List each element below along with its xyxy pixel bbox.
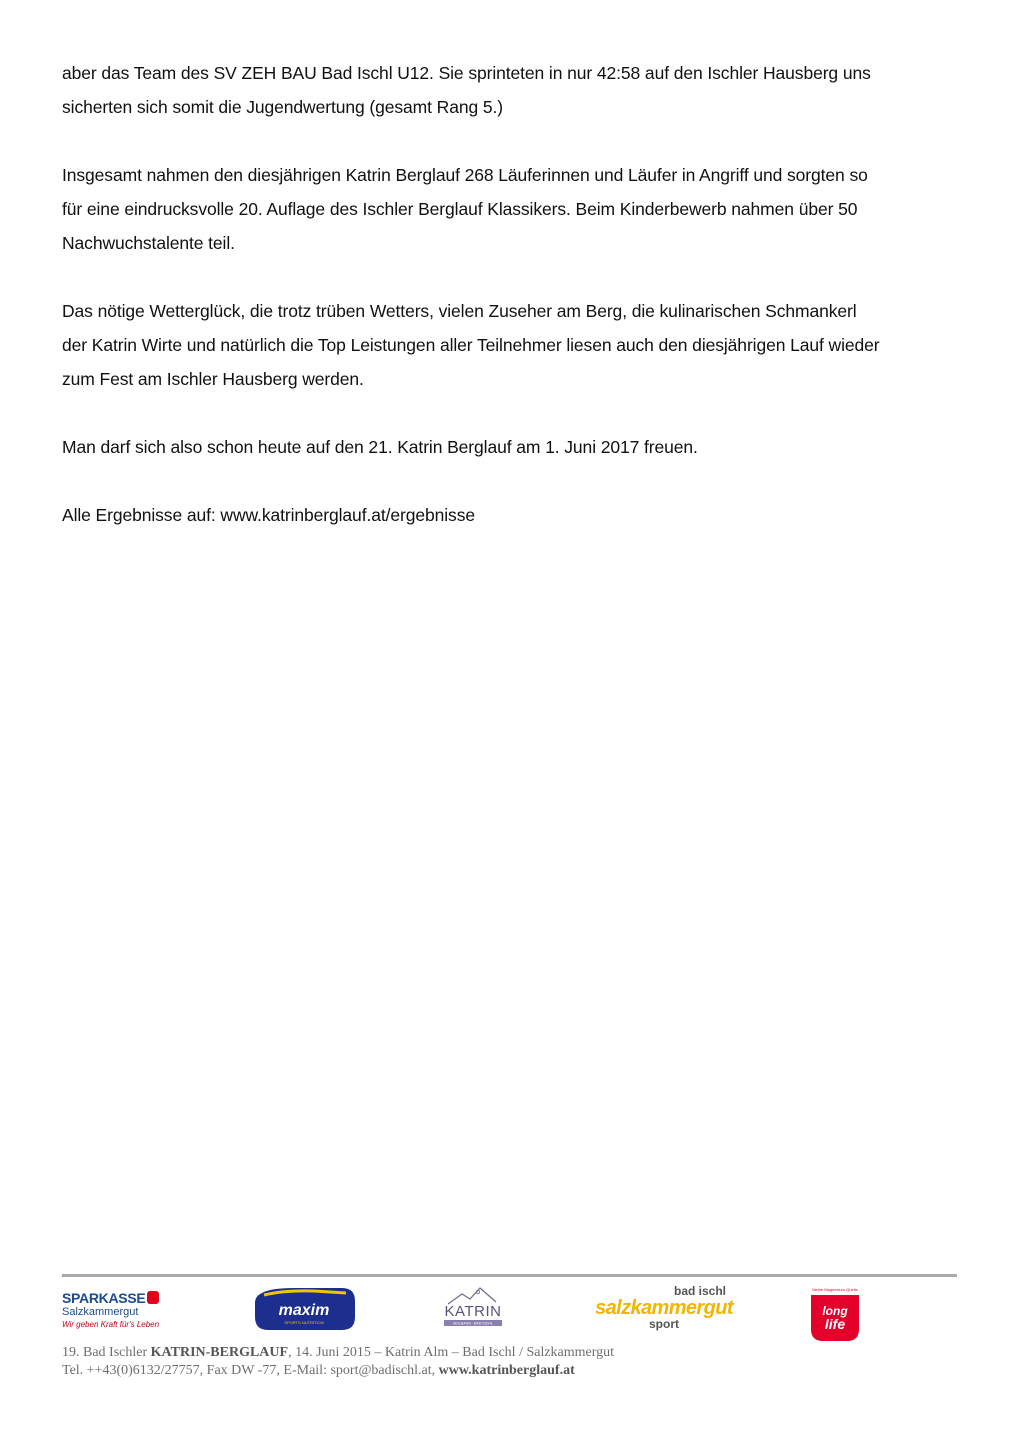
salzkammergut-mid: salzkammergut xyxy=(595,1297,733,1319)
sparkasse-tagline: Wir geben Kraft für's Leben xyxy=(62,1320,160,1329)
longlife-line2: life xyxy=(824,1316,846,1332)
sparkasse-s-icon xyxy=(147,1291,159,1304)
footer-event-name: KATRIN-BERGLAUF xyxy=(150,1345,289,1360)
salzkammergut-sport-logo xyxy=(590,1285,738,1333)
text-line: aber das Team des SV ZEH BAU Bad Ischl U12. Sie sprinteten in nur 42:58 auf den Ischler Hausberg uns xyxy=(62,63,871,83)
longlife-logo xyxy=(805,1285,865,1343)
sparkasse-brand xyxy=(62,1291,177,1306)
article-body xyxy=(62,56,962,566)
maxim-badge-icon xyxy=(254,1287,356,1331)
katrin-logo xyxy=(440,1284,506,1332)
footer-line-contact xyxy=(62,1362,962,1380)
maxim-sub: SPORTS NUTRITION xyxy=(284,1320,324,1325)
salzkammergut-bot: sport xyxy=(649,1317,679,1331)
paragraph-participants xyxy=(62,158,962,260)
text-line: sicherten sich somit die Jugendwertung (gesamt Rang 5.) xyxy=(62,97,503,117)
footer-event-suffix: , 14. Juni 2015 – Katrin Alm – Bad Ischl / Salzkammergut xyxy=(288,1345,615,1360)
paragraph-weather xyxy=(62,294,962,396)
katrin-name: KATRIN xyxy=(444,1303,502,1320)
text-line: zum Fest am Ischler Hausberg werden. xyxy=(62,369,364,389)
katrin-sub: SEILBAHN · BAD ISCHL xyxy=(453,1321,493,1326)
results-link-text: Alle Ergebnisse auf: www.katrinberglauf.at/ergebnisse xyxy=(62,505,475,525)
salzkammergut-top: bad ischl xyxy=(673,1284,726,1298)
footer-website-link[interactable]: www.katrinberglauf.at xyxy=(438,1363,575,1378)
longlife-line1: long xyxy=(822,1304,848,1318)
footer-line-event xyxy=(62,1344,962,1362)
text-line: der Katrin Wirte und natürlich die Top Leistungen aller Teilnehmer liesen auch den diesjährigen Lauf wieder xyxy=(62,335,880,355)
footer-contact-details: Tel. ++43(0)6132/27757, Fax DW -77, E-Mail: sport@badischl.at, xyxy=(62,1363,439,1378)
footer-divider xyxy=(62,1274,957,1277)
text-line: für eine eindrucksvolle 20. Auflage des Ischler Berglauf Klassikers. Beim Kinderbewerb nahmen über 50 xyxy=(62,199,858,219)
text-line: Nachwuchstalente teil. xyxy=(62,233,235,253)
paragraph-jugendwertung xyxy=(62,56,962,124)
paragraph-next-event xyxy=(62,430,962,464)
paragraph-results-link xyxy=(62,498,962,532)
sparkasse-logo xyxy=(62,1291,177,1337)
katrin-mountain-icon xyxy=(440,1284,506,1332)
maxim-logo xyxy=(254,1287,356,1331)
sparkasse-name: SPARKASSE xyxy=(62,1290,146,1306)
sparkasse-region: Salzkammergut xyxy=(62,1306,139,1318)
footer-contact xyxy=(62,1344,962,1380)
text-line: Das nötige Wetterglück, die trotz trüben Wetters, vielen Zuseher am Berg, die kulinarischen Schmankerl xyxy=(62,301,857,321)
longlife-badge-icon xyxy=(805,1285,865,1343)
text-line: Man darf sich also schon heute auf den 21. Katrin Berglauf am 1. Juni 2017 freuen. xyxy=(62,437,698,457)
text-line: Insgesamt nahmen den diesjährigen Katrin Berglauf 268 Läuferinnen und Läufer in Angriff und sorgten so xyxy=(62,165,868,185)
longlife-top: Meine Magnesium-Quelle xyxy=(812,1287,858,1292)
sponsor-logos xyxy=(62,1283,957,1343)
maxim-name: maxim xyxy=(278,1302,330,1319)
footer-event-prefix: 19. Bad Ischler xyxy=(62,1345,151,1360)
